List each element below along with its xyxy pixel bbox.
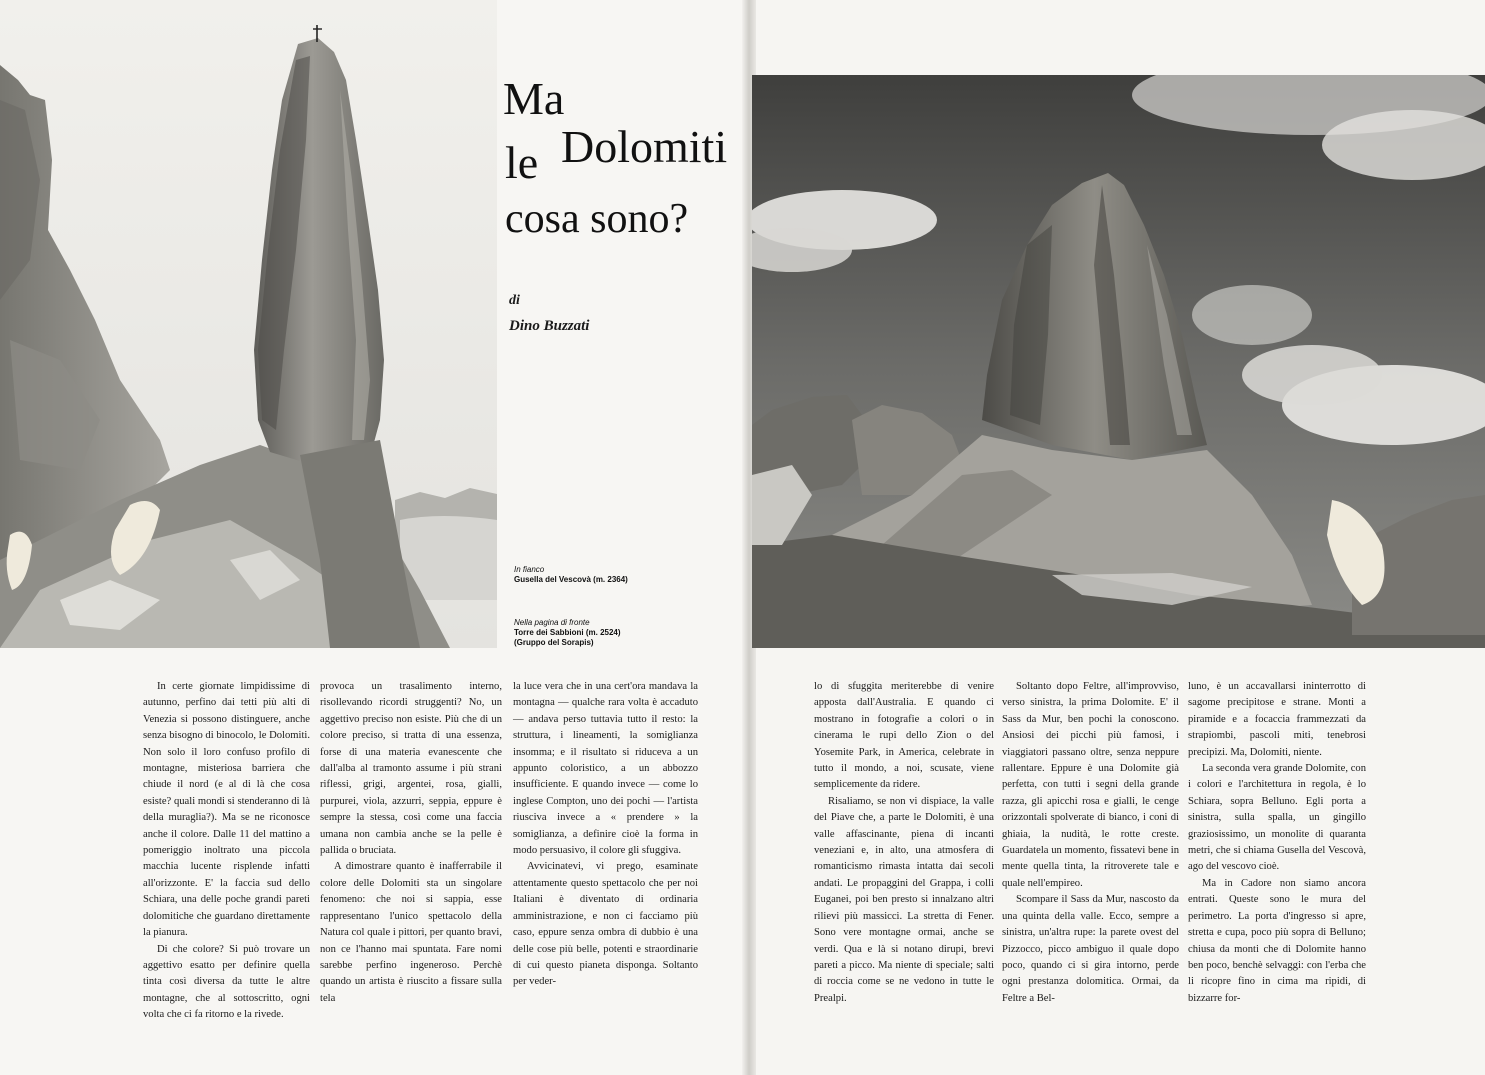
byline-prefix: di [509, 293, 520, 308]
mountain-illustration [752, 75, 1485, 648]
paragraph: Ma in Cadore non siamo ancora entrati. Queste sono le mura del perimetro. La porta d'ingresso si apre, stretta e cupa, poco più sopra di Belluno; chiusa da monti che di Dolomite hanno ben poco, benchè selvaggi: con l'erba che li ricopre fino in cima ma ripidi, di bizzarre for- [1188, 877, 1366, 1004]
title-line-cosa-sono: cosa sono? [505, 196, 689, 242]
photo-torre-dei-sabbioni [752, 75, 1485, 648]
paragraph: La seconda vera grande Dolomite, con i colori e l'architettura in regola, è lo Schiara, sopra Belluno. Egli porta a sinistra, sulla spalla, un gingillo graziosissimo, un monolite di quaranta metri, che si chiama Gusella del Vescovà, ago del vescovo cioè. [1188, 763, 1366, 873]
paragraph: Avvicinatevi, vi prego, esaminate attentamente questo spettacolo che per noi Italiani è diventato di ordinaria amministrazione, e non ci facciamo più caso, eppure senza ombra di dubbio è una delle cose più belle, potenti e straordinarie di cui questo pianeta disponga. Soltanto per veder- [513, 861, 698, 988]
text-column-5 [1002, 679, 1179, 1007]
paragraph: Di che colore? Si può trovare un aggettivo esatto per definire quella tinta così diversa da tutte le altre montagne, che al sottoscritto, ogni volta che ci fa ritorno e la rivede. [143, 943, 310, 1021]
paragraph: Scompare il Sass da Mur, nascosto da una quinta della valle. Ecco, sempre a sinistra, un'altra rupe: la parete ovest del Pizzocco, picco ambiguo il quale dopo poco, quando ci si gira intorno, perde ogni prestanza dolomitica. Ormai, da Feltre a Bel- [1002, 894, 1179, 1004]
spire-illustration [0, 0, 497, 648]
title-word-ma: Ma [503, 73, 565, 124]
byline-author: Dino Buzzati [509, 318, 590, 334]
text-column-6 [1188, 679, 1366, 1007]
title-word-dolomiti: Dolomiti [561, 121, 728, 172]
caption-line: (Gruppo del Sorapis) [514, 638, 594, 647]
paragraph: lo di sfuggita meriterebbe di venire apposta dall'Australia. E quando ci mostrano in fotografie a colori o in cinerama le rupi dello Zion o del Yosemite Park, in America, celebrate in tutto il mondo, a noi, scusate, viene semplicemente da ridere. [814, 681, 994, 791]
caption-left-photo [514, 565, 714, 585]
paragraph: Soltanto dopo Feltre, all'improvviso, verso sinistra, la prima Dolomite. E' il Sass da Mur, ben pochi la conoscono. Ansiosi dei picchi più famosi, i viaggiatori passano oltre, senza neppure rallentare. Eppure è una Dolomite già perfetta, con tutti i segni della grande razza, gli apicchi rosa e gialli, le cenge orizzontali spolverate di bianco, i coni di ghiaia, la nudità, le rotte creste. Guardatela un momento, fissatevi bene in mente quella tinta, la ritroverete tale e quale nell'empireo. [1002, 681, 1179, 889]
paragraph: luno, è un accavallarsi ininterrotto di sagome precipitose e strane. Monti a piramide e a focaccia frammezzati da strapiombi, pascoli miti, tenebrosi precipizi. Ma, Dolomiti, niente. [1188, 681, 1366, 758]
text-column-3 [513, 679, 698, 991]
caption-line: Torre dei Sabbioni (m. 2524) [514, 628, 621, 637]
caption-line: Gusella del Vescovà (m. 2364) [514, 575, 628, 584]
caption-right-photo [514, 618, 714, 648]
text-column-2 [320, 679, 502, 1007]
paragraph: Risaliamo, se non vi dispiace, la valle del Piave che, a parte le Dolomiti, è una valle affascinante, piena di incanti veneziani e, in alto, una atmosfera di romanticismo rimasta intatta dai secoli andati. Le propaggini del Grappa, i colli Euganei, poi ben presto si innalzano altri rilievi più massicci. La stretta di Fener. Sono vere montagne ormai, anche se verdi. Qua e là si notano dirupi, brevi pareti a picco. Ma niente di speciale; salti di roccia come se ne vedono in tutte le Prealpi. [814, 795, 994, 1004]
photo-gusella-del-vescova [0, 0, 497, 648]
text-column-4 [814, 679, 994, 1007]
text-column-1 [143, 679, 310, 1024]
paragraph: A dimostrare quanto è inafferrabile il colore delle Dolomiti sta un singolare fenomeno: che noi si sappia, esse rappresentano l'unico spettacolo della Natura col quale i pittori, per quanto bravi, non ce l'hanno mai spuntata. Fare nomi sarebbe perfino ingeneroso. Perchè quando un artista è riuscito a fissare sulla tela [320, 861, 502, 1004]
caption-kicker: In fianco [514, 565, 545, 574]
title-word-le: le [505, 137, 539, 188]
caption-kicker: Nella pagina di fronte [514, 618, 590, 627]
paragraph: In certe giornate limpidissime di autunno, perfino dai tetti più alti di Venezia si possono distinguere, anche senza bisogno di binocolo, le Dolomiti. Non solo il loro confuso profilo di montagne, misteriosa barriera che chiude il nord (e al di là che cosa esiste? quali mondi si stenderanno di là della muraglia?). Ma se ne riconosce anche il colore. Dalle 11 del mattino a pomeriggio inoltrato una piccola macchia lucente risplende infatti all'orizzonte. E' la faccia sud dello Schiara, una delle poche grandi pareti dolomitiche che guardano direttamente la pianura. [143, 681, 310, 939]
paragraph: provoca un trasalimento interno, risollevando ricordi struggenti? No, un aggettivo preciso non esiste. Più che di un colore preciso, si tratta di una essenza, forse di una materia evanescente che dall'alba al tramonto assume i più strani riflessi, grigi, argentei, rosa, gialli, purpurei, viola, azzurri, seppia, eppure è sempre la stessa, così come una faccia umana non cambia anche se la pelle è pallida o bruciata. [320, 681, 502, 857]
paragraph: la luce vera che in una cert'ora mandava la montagna — qualche rara volta è accaduto — andava perso tuttavia tutto il resto: la struttura, i lineamenti, la somiglianza insomma; e il risultato si riduceva a un appunto coloristico, a un abbozzo insufficiente. E quando invece — come lo inglese Compton, uno dei pochi — l'artista riusciva invece a « prendere » la somiglianza, a definire cioè la forma in modo persuasivo, il colore gli sfuggiva. [513, 681, 698, 857]
